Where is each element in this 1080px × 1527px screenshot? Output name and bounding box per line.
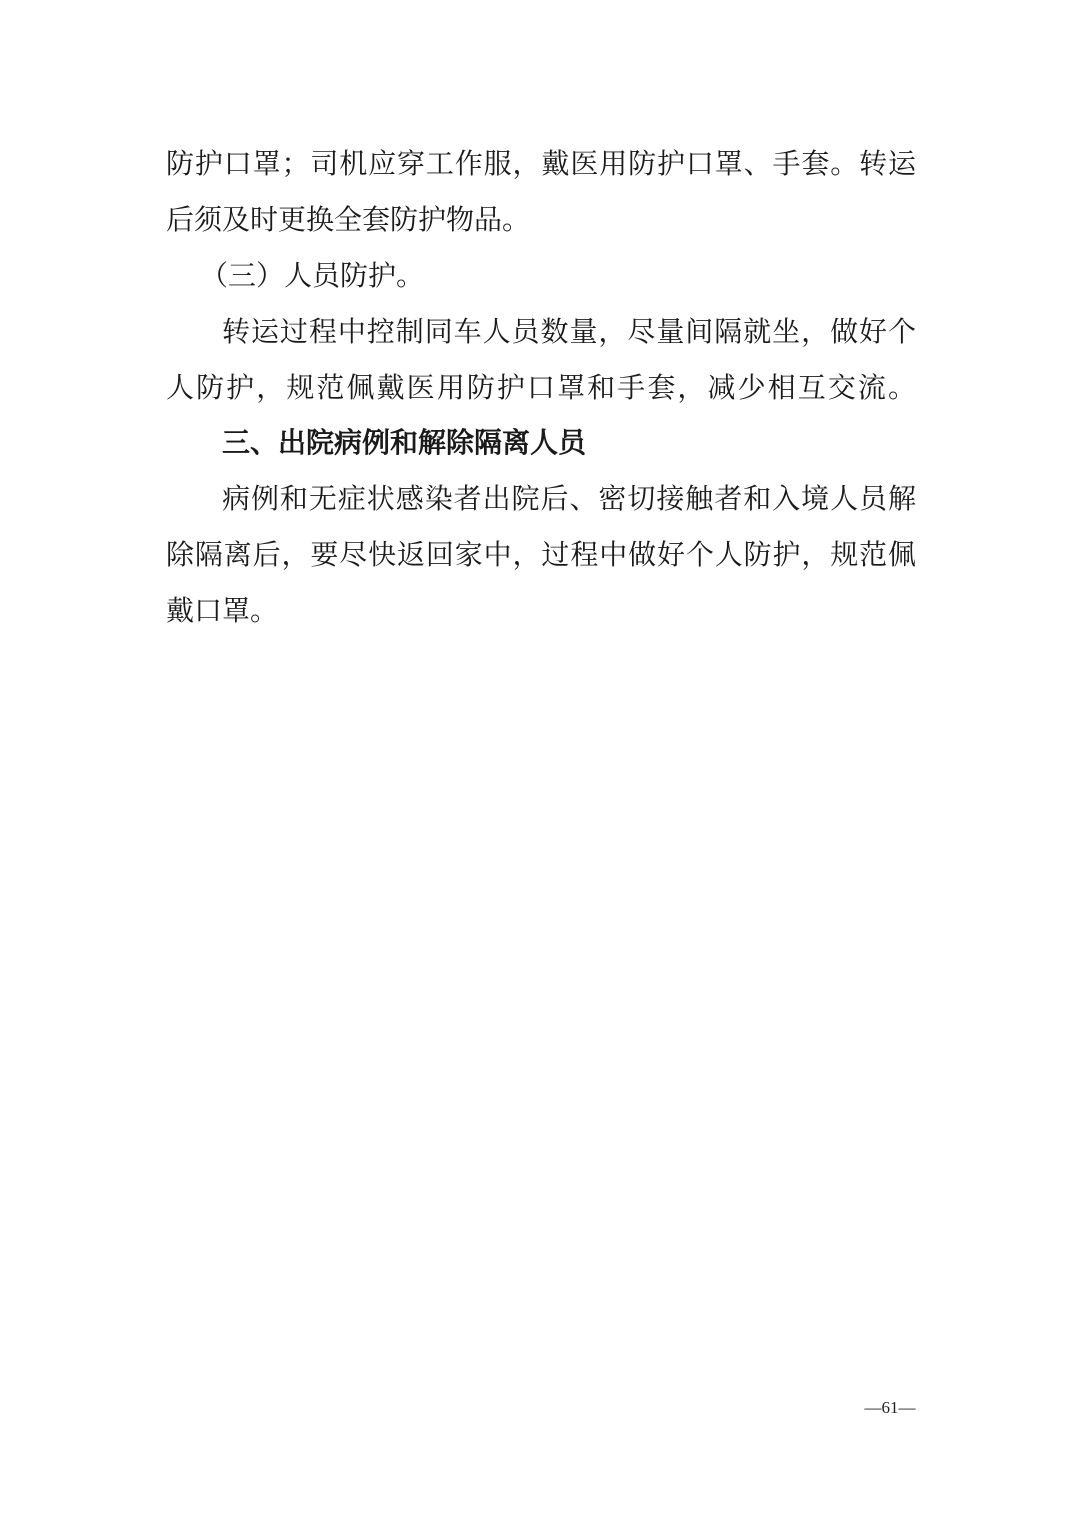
paragraph-line: 病例和无症状感染者出院后、密切接触者和入境人员解 [222, 482, 916, 515]
paragraph-line: 转运过程中控制同车人员数量，尽量间隔就坐，做好个 [222, 315, 916, 348]
section-heading: 三、出院病例和解除隔离人员 [222, 426, 587, 459]
paragraph-line: 人防护，规范佩戴医用防护口罩和手套，减少相互交流。 [166, 371, 916, 404]
paragraph-line: 防护口罩；司机应穿工作服，戴医用防护口罩、手套。转运 [166, 147, 916, 180]
paragraph-line: 戴口罩。 [166, 594, 279, 627]
paragraph-line: 后须及时更换全套防护物品。 [166, 203, 531, 236]
subsection-heading: （三）人员防护。 [200, 259, 425, 292]
page-number: —61— [864, 1398, 916, 1417]
paragraph-line: 除隔离后，要尽快返回家中，过程中做好个人防护，规范佩 [166, 538, 916, 571]
